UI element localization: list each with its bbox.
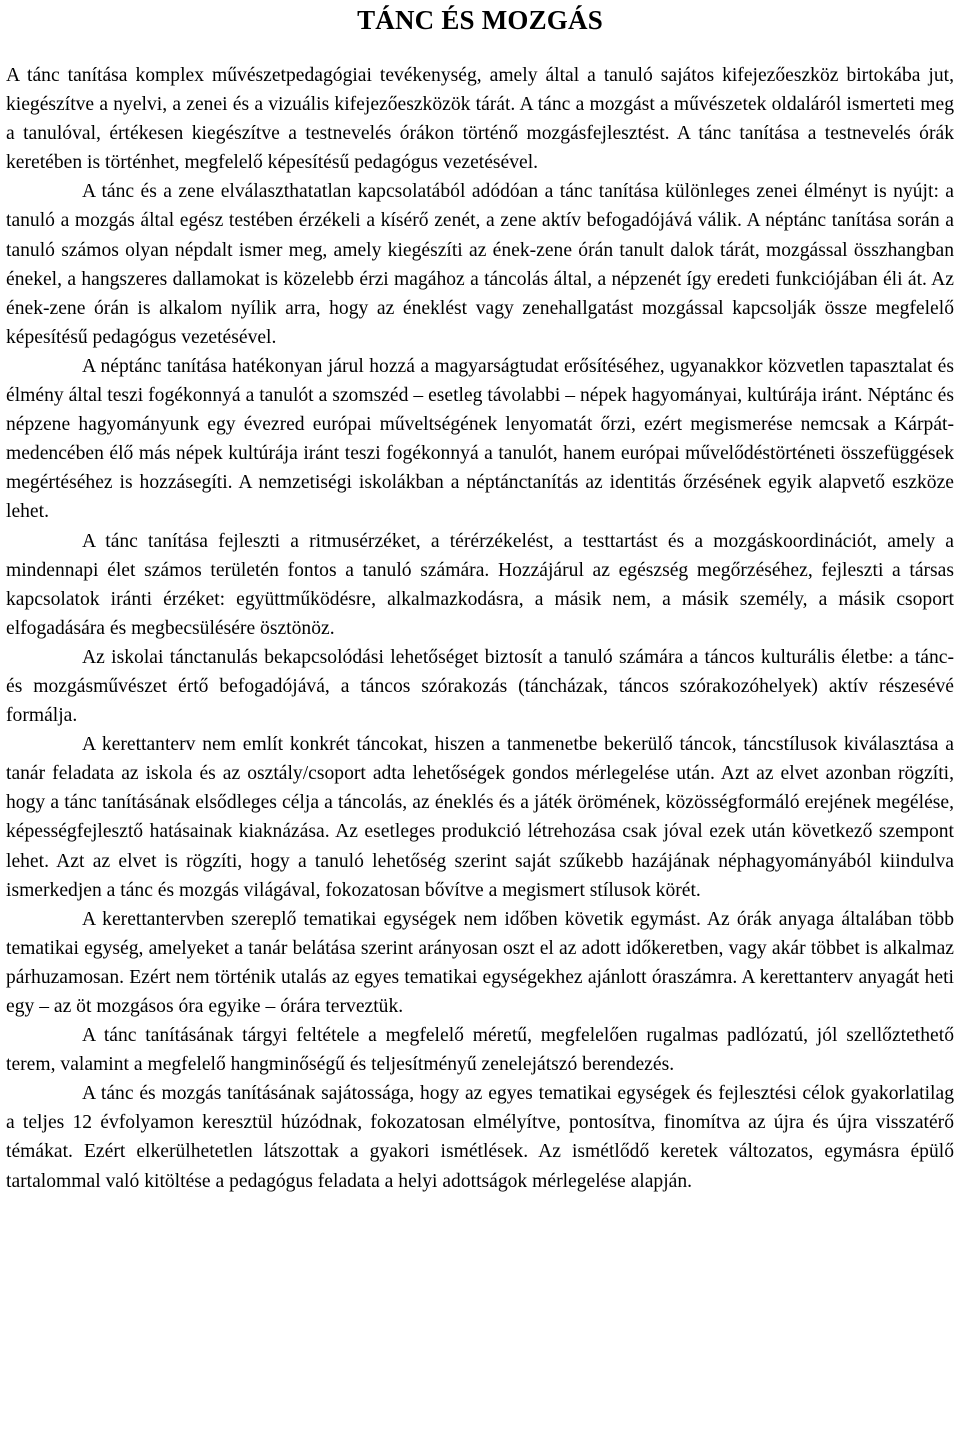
paragraph-cultural-life: Az iskolai tánctanulás bekapcsolódási lehetőséget biztosít a tanuló számára a táncos kulturális életbe: a tánc- és mozgásművészet értő befogadójává, a táncos szórakozás (táncházak, táncos szórakozóhelyek) aktív részesévé formálja. xyxy=(6,646,954,727)
paragraph-requirements: A tánc tanításának tárgyi feltétele a megfelelő méretű, megfelelően rugalmas padlózatú, jól szellőztethető terem, valamint a megfelelő hangminőségű és teljesítményű zenelejátszó berendezés. xyxy=(6,1025,954,1076)
document-title: TÁNC ÉS MOZGÁS xyxy=(357,5,603,35)
paragraph-specifics: A tánc és mozgás tanításának sajátossága, hogy az egyes tematikai egységek és fejlesztési célok gyakorlatilag a teljes 12 évfolyamon keresztül húzódnak, fokozatosan elmélyítve, pontosítva, finomítva az újra és újra visszatérő témákat. Ezért elkerülhetetlen látszottak a gyakori ismétlések. Az ismétlődő keretek változatos, egymásra épülő tartalommal való kitöltése a pedagógus feladata a helyi adottságok mérlegelése alapján. xyxy=(6,1083,954,1192)
paragraph-development: A tánc tanítása fejleszti a ritmusérzéket, a térérzékelést, a testtartást és a mozgáskoordinációt, amely a mindennapi élet számos területén fontos a tanuló számára. Hozzájárul az egészség megőrzéséhez, fejleszti a társas kapcsolatok iránti érzéket: együttműködésre, alkalmazkodásra, a másik nem, a másik személy, a másik csoport elfogadására és megbecsülésére ösztönöz. xyxy=(6,530,954,639)
paragraph-curriculum: A kerettanterv nem említ konkrét táncokat, hiszen a tanmenetbe bekerülő táncok, táncstílusok kiválasztása a tanár feladata az iskola és az osztály/csoport adta lehetőségek gondos mérlegelése után. Azt az elvet azonban rögzíti, hogy a tánc tanításának elsődleges célja a táncolás, az éneklés és a játék örömének, közösségformáló erejének megélése, képességfejlesztő hatásainak kiaknázása. Az esetleges produkció létrehozása csak jóval ezek után következő szempont lehet. Azt az elvet is rögzíti, hogy a tanuló lehetőség szerint saját szűkebb hazájának néphagyományából kiindulva ismerkedjen a tánc és mozgás világával, fokozatosan bővítve a megismert stílusok körét. xyxy=(6,734,954,901)
paragraph-thematic-units: A kerettantervben szereplő tematikai egységek nem időben követik egymást. Az órák anyaga általában több tematikai egység, amelyeket a tanár belátása szerint arányosan oszt el az adott időkeretben, vagy akár többet is alkalmaz párhuzamosan. Ezért nem történik utalás az egyes tematikai egységekhez ajánlott óraszámra. A kerettanterv anyagát heti egy – az öt mozgásos óra egyike – órára terveztük. xyxy=(6,908,954,1017)
paragraph-folk-dance: A néptánc tanítása hatékonyan járul hozzá a magyarságtudat erősítéséhez, ugyanakkor közvetlen tapasztalat és élmény által teszi fogékonnyá a tanulót a szomszéd – esetleg távolabbi – népek hagyományai, kultúrája iránt. Néptánc és népzene hagyományunk egy évezred európai műveltségének lenyomatát őrzi, ezért megismerése nemcsak a Kárpát-medencében élő más népek kultúrája iránt teszi fogékonnyá a tanulót, hanem európai művelődéstörténeti összefüggések megértéséhez is hozzásegíti. A nemzetiségi iskolákban a néptánctanítás az identitás őrzésének egyik alapvető eszköze lehet. xyxy=(6,355,954,523)
paragraph-intro: A tánc tanítása komplex művészetpedagógiai tevékenység, amely által a tanuló sajátos kifejezőeszköz birtokába jut, kiegészítve a nyelvi, a zenei és a vizuális kifejezőeszközök tárát. A tánc a mozgást a művészetek oldaláról ismerteti meg a tanulóval, értékesen kiegészítve a testnevelés órákon történő mozgásfejlesztést. A tánc tanítása a testnevelés órák keretében is történhet, megfelelő képesítésű pedagógus vezetésével. xyxy=(6,65,954,174)
document-body xyxy=(6,61,954,1196)
paragraph-dance-and-music: A tánc és a zene elválaszthatatlan kapcsolatából adódóan a tánc tanítása különleges zenei élményt is nyújt: a tanuló a mozgás által egész testében érzékeli a kísérő zenét, a zene aktív befogadójává válik. A néptánc tanítása során a tanuló számos olyan népdalt ismer meg, amely kiegészíti az ének-zene órán tanult dalok tárát, mozgással összhangban énekel, a hangszeres dallamokat is közelebb érzi magához a táncolás által, a népzenét így eredeti funkciójában éli át. Az ének-zene órán is alkalom nyílik arra, hogy az éneklést vagy zenehallgatást mozgással kapcsolják össze megfelelő képesítésű pedagógus vezetésével. xyxy=(6,181,954,348)
